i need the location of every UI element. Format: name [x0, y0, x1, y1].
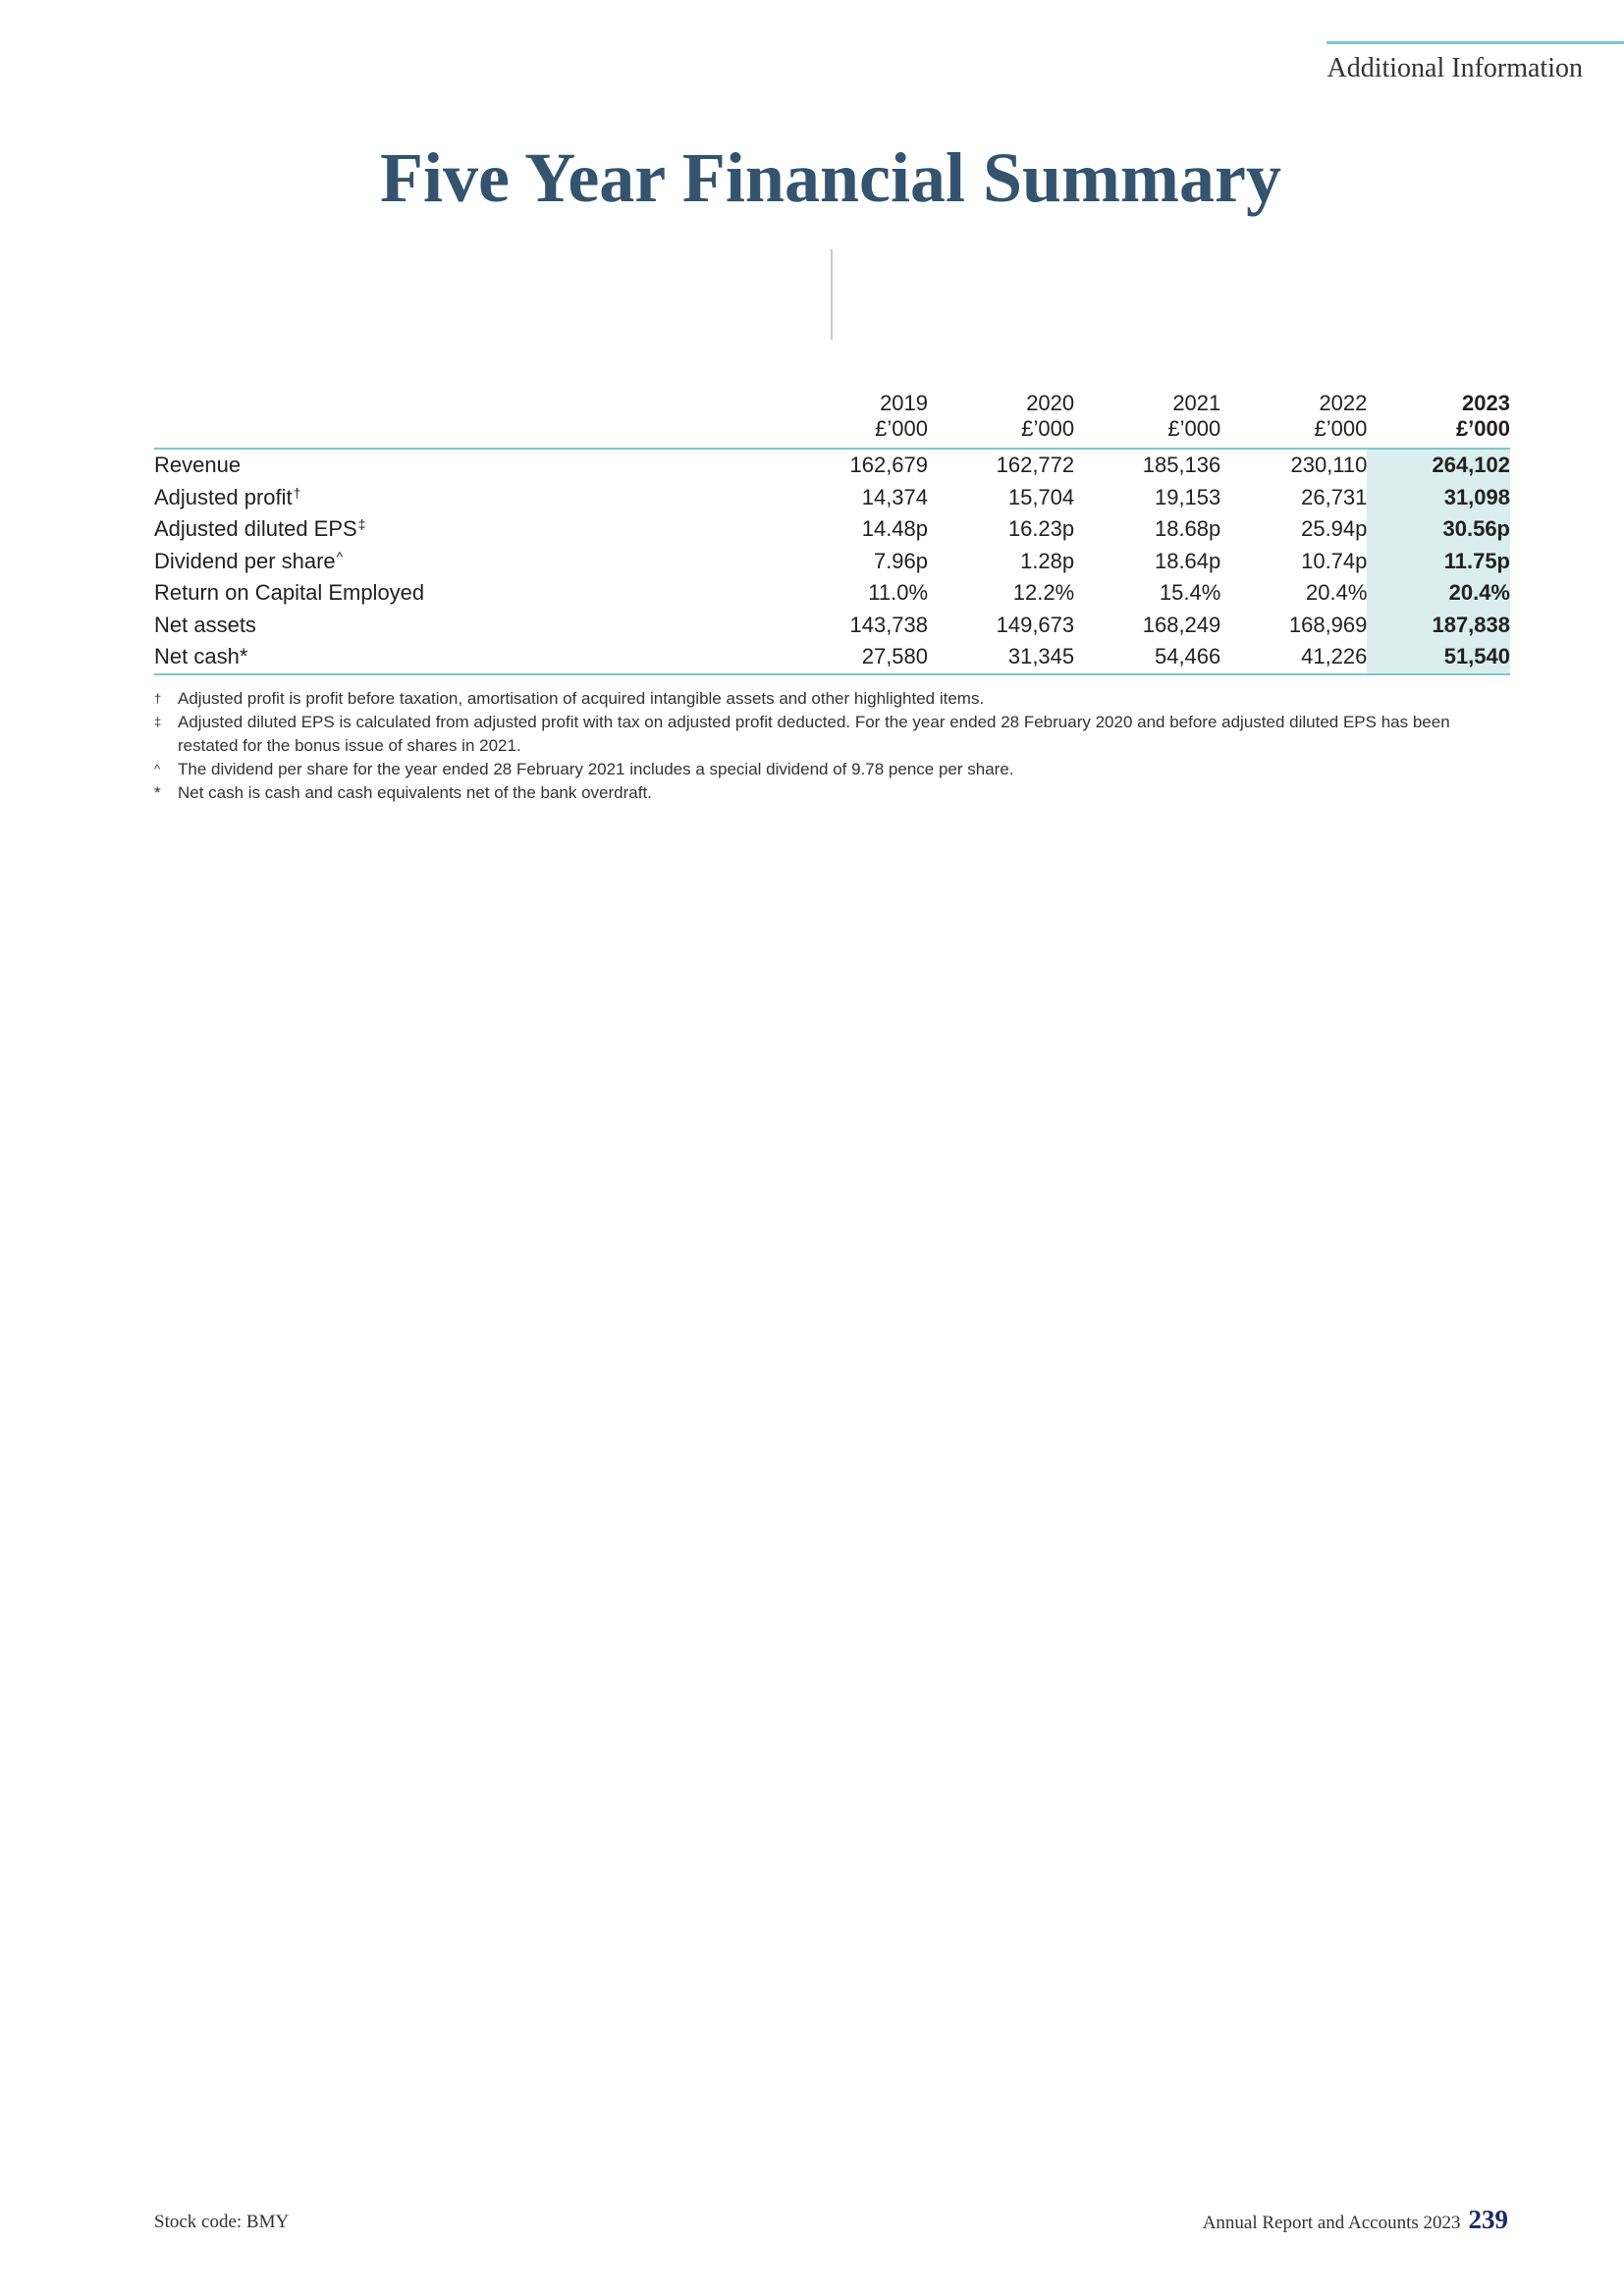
unit-header: £’000	[782, 416, 928, 449]
value-cell: 149,673	[996, 612, 1075, 637]
footnote-text: Adjusted profit is profit before taxation, amortisation of acquired intangible assets and other highlighted items.	[178, 689, 985, 708]
year-header: 2020	[1026, 391, 1075, 415]
table-row	[154, 482, 1510, 514]
footnote	[154, 781, 1509, 805]
year-header-current: 2023	[1462, 391, 1510, 415]
value-cell-current: 264,102	[1367, 449, 1510, 482]
value-cell: 31,345	[928, 641, 1074, 674]
value-cell: 15,704	[1007, 484, 1075, 509]
table-row	[154, 577, 1510, 610]
row-label: Revenue	[154, 453, 242, 478]
value-cell: 27,580	[782, 641, 928, 674]
page-title: Five Year Financial Summary	[380, 138, 1281, 217]
value-cell: 15.4%	[1159, 580, 1221, 606]
unit-header: £’000	[1220, 416, 1367, 449]
value-cell: 11.0%	[868, 580, 929, 606]
financial-summary-table	[154, 385, 1510, 675]
value-cell: 41,226	[1220, 641, 1367, 674]
value-cell: 19,153	[1154, 484, 1221, 509]
footnote	[154, 711, 1509, 758]
value-cell: 162,679	[849, 453, 929, 478]
table-row	[154, 449, 1510, 482]
value-cell-current: 30.56p	[1367, 513, 1510, 546]
report-name: Annual Report and Accounts 2023	[1202, 2213, 1461, 2233]
value-cell: 20.4%	[1306, 580, 1368, 606]
footnote-text: Net cash is cash and cash equivalents net of the bank overdraft.	[178, 783, 652, 802]
value-cell: 1.28p	[1020, 548, 1075, 573]
footnote-text: Adjusted diluted EPS is calculated from adjusted profit with tax on adjusted profit deducted. For the year ended 28 February 2020 and before adjusted diluted EPS has been restated for the bonus issue of shares in 2021.	[178, 713, 1450, 755]
unit-header: £’000	[928, 416, 1074, 449]
value-cell: 162,772	[996, 453, 1075, 478]
value-cell: 10.74p	[1301, 548, 1368, 573]
footnotes	[154, 687, 1509, 805]
row-label: Return on Capital Employed	[154, 580, 425, 606]
value-cell: 25.94p	[1301, 516, 1368, 542]
value-cell: 14.48p	[861, 516, 929, 542]
table-row	[154, 610, 1510, 642]
footer-report	[1203, 2205, 1508, 2235]
value-cell-current: 187,838	[1367, 610, 1510, 642]
unit-header-row	[154, 416, 1510, 449]
value-cell: 12.2%	[1012, 580, 1075, 606]
footnote-text: The dividend per share for the year ended 28 February 2021 includes a special dividend of 9.78 pence per share.	[178, 760, 1014, 778]
value-cell: 7.96p	[873, 548, 929, 573]
value-cell: 16.23p	[1007, 516, 1075, 542]
row-label: Net cash*	[154, 641, 782, 674]
footnote-mark: †	[154, 691, 162, 706]
year-header: 2021	[1172, 391, 1221, 415]
footnote-marker: ‡	[357, 516, 366, 533]
value-cell: 54,466	[1074, 641, 1220, 674]
header-rule	[1326, 41, 1624, 44]
value-cell: 14,374	[861, 484, 929, 509]
footnote-mark: *	[154, 783, 161, 802]
footnote	[154, 687, 1509, 711]
value-cell: 168,249	[1142, 612, 1221, 637]
year-header: 2019	[880, 391, 929, 415]
footnote-mark: ‡	[154, 715, 162, 729]
value-cell: 230,110	[1290, 453, 1368, 478]
value-cell-current: 11.75p	[1367, 546, 1510, 578]
row-label: Adjusted diluted EPS‡	[154, 516, 366, 542]
footnote-marker: †	[293, 484, 301, 501]
table-row	[154, 641, 1510, 674]
footnote-mark: ^	[154, 762, 161, 776]
value-cell: 18.64p	[1154, 548, 1221, 573]
value-cell: 18.68p	[1154, 516, 1221, 542]
footnote-marker: ^	[336, 548, 344, 564]
value-cell: 143,738	[849, 612, 929, 637]
section-label: Additional Information	[1326, 53, 1583, 83]
value-cell: 185,136	[1142, 453, 1221, 478]
table-row	[154, 513, 1510, 546]
unit-header: £’000	[1074, 416, 1220, 449]
value-cell: 26,731	[1301, 484, 1368, 509]
table-row	[154, 546, 1510, 578]
row-label: Adjusted profit†	[154, 484, 301, 509]
year-header-row	[154, 385, 1510, 416]
corner-cell	[154, 416, 782, 449]
title-divider	[831, 249, 833, 340]
row-label: Dividend per share^	[154, 548, 344, 573]
value-cell-current: 20.4%	[1367, 577, 1510, 610]
year-header: 2022	[1319, 391, 1368, 415]
value-cell-current: 31,098	[1367, 482, 1510, 514]
page-number: 239	[1468, 2205, 1508, 2234]
corner-cell	[154, 385, 782, 416]
stock-code: Stock code: BMY	[154, 2212, 290, 2232]
row-label: Net assets	[154, 612, 256, 637]
value-cell: 168,969	[1288, 612, 1368, 637]
value-cell-current: 51,540	[1367, 641, 1510, 674]
footnote	[154, 758, 1509, 781]
unit-header-current: £’000	[1367, 416, 1510, 449]
